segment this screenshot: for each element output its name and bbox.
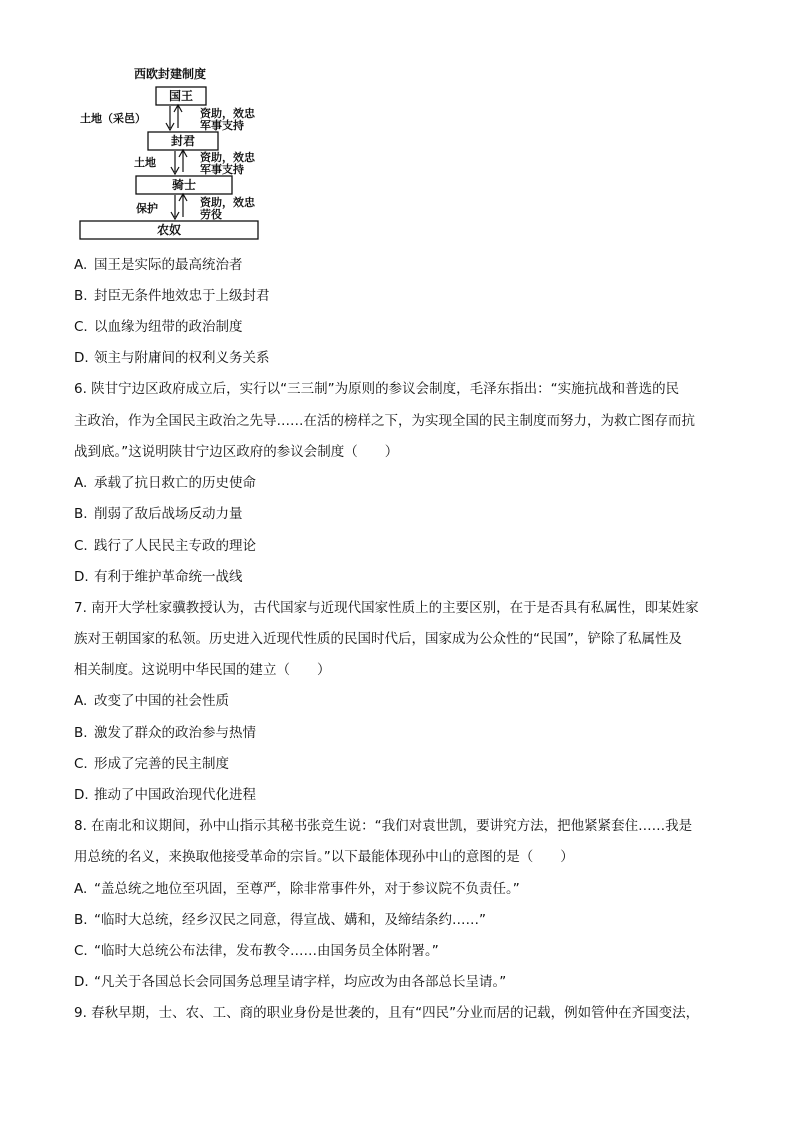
arrow-down-icon: [171, 195, 179, 219]
level-knight: 骑士: [171, 178, 197, 192]
q8-option-d: D. “凡关于各国总长会同国务总理呈请字样，均应改为由各部总长呈请。”: [74, 974, 507, 990]
q7-option-b: B. 激发了群众的政治参与热情: [74, 725, 256, 741]
up-label-1a: 资助，效忠: [200, 107, 255, 120]
down-label-2: 土地: [134, 156, 156, 169]
q6-stem-line-2: 主政治，作为全国民主政治之先导……在活的榜样之下，为实现全国的民主制度而努力，为救亡图存而抗: [74, 413, 695, 429]
q6-stem-line-3: 战到底。”这说明陕甘宁边区政府的参议会制度（ ）: [74, 444, 399, 460]
level-lord: 封君: [170, 134, 196, 148]
q8-stem-line-1: 8. 在南北和议期间，孙中山指示其秘书张竞生说：“我们对袁世凯，要讲究方法，把他紧紧套住……我是: [74, 818, 693, 834]
q7-option-d: D. 推动了中国政治现代化进程: [74, 787, 256, 803]
q5-option-d: D. 领主与附庸间的权利义务关系: [74, 350, 270, 366]
feudal-diagram-svg: [78, 62, 278, 244]
q6-option-b: B. 削弱了敌后战场反动力量: [74, 506, 243, 522]
q8-option-a: A. “盖总统之地位至巩固，至尊严，除非常事件外，对于参议院不负责任。”: [74, 881, 520, 897]
level-king: 国王: [168, 89, 194, 103]
up-label-3a: 资助，效忠: [200, 196, 255, 209]
diagram-title: 西欧封建制度: [134, 67, 207, 81]
q7-stem-line-3: 相关制度。这说明中华民国的建立（ ）: [74, 662, 331, 678]
q9-stem-line-1: 9. 春秋早期，士、农、工、商的职业身份是世袭的，且有“四民”分业而居的记载，例如管仲在齐国变法，: [74, 1005, 700, 1021]
arrow-up-icon: [179, 150, 187, 172]
arrow-down-icon: [171, 151, 179, 174]
arrow-up-icon: [179, 194, 187, 217]
q6-stem-line-1: 6. 陕甘宁边区政府成立后，实行以“三三制”为原则的参议会制度，毛泽东指出：“实施抗战和普选的民: [74, 381, 680, 397]
down-label-1: 土地（采邑）: [80, 112, 146, 125]
up-label-2a: 资助，效忠: [200, 151, 255, 164]
q7-stem-line-1: 7. 南开大学杜家骥教授认为，古代国家与近现代国家性质上的主要区别，在于是否具有私属性，即某姓家: [74, 600, 699, 616]
up-label-1b: 军事支持: [200, 119, 244, 132]
q5-option-b: B. 封臣无条件地效忠于上级封君: [74, 288, 270, 304]
q5-option-c: C. 以血缘为纽带的政治制度: [74, 319, 243, 335]
q8-option-c: C. “临时大总统公布法律，发布教令……由国务员全体附署。”: [74, 943, 439, 959]
arrow-up-icon: [174, 105, 182, 128]
up-label-3b: 劳役: [200, 208, 222, 221]
q5-option-a: A. 国王是实际的最高统治者: [74, 257, 243, 273]
q7-stem-line-2: 族对王朝国家的私领。历史进入近现代性质的民国时代后，国家成为公众性的“民国”，铲除了私属性及: [74, 631, 682, 647]
q7-option-c: C. 形成了完善的民主制度: [74, 756, 229, 772]
q6-option-c: C. 践行了人民民主专政的理论: [74, 538, 256, 554]
feudal-system-diagram: [78, 62, 278, 244]
up-label-2b: 军事支持: [200, 163, 244, 176]
q6-option-a: A. 承载了抗日救亡的历史使命: [74, 475, 256, 491]
q7-option-a: A. 改变了中国的社会性质: [74, 693, 229, 709]
q8-option-b: B. “临时大总统，经乡汉民之同意，得宣战、媾和，及缔结条约……”: [74, 912, 486, 928]
q8-stem-line-2: 用总统的名义，来换取他接受革命的宗旨。”以下最能体现孙中山的意图的是（ ）: [74, 849, 574, 865]
down-label-3: 保护: [136, 202, 158, 215]
arrow-down-icon: [166, 106, 174, 130]
level-serf: 农奴: [156, 223, 182, 237]
q6-option-d: D. 有利于维护革命统一战线: [74, 569, 243, 585]
